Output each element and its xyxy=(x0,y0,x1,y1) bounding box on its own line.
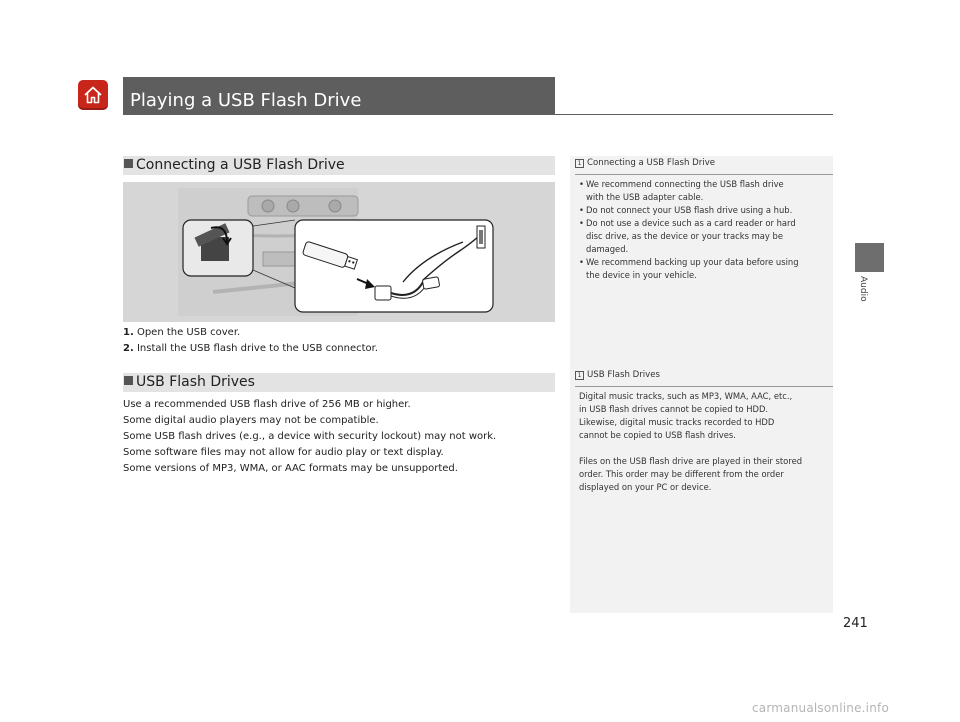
usb-illustration-art xyxy=(123,182,555,322)
note-paragraph: Digital music tracks, such as MP3, WMA, AAC, etc., in USB flash drives cannot be copied to HDD. Likewise, digital music tracks recorded to HDD cannot be copied to USB flash drives. xyxy=(579,391,793,440)
step-1: 1. Open the USB cover. xyxy=(123,327,241,338)
note-bullet: • We recommend backing up your data before using the device in your vehicle. xyxy=(579,257,799,280)
info-line: Some versions of MP3, WMA, or AAC formats may be unsupported. xyxy=(123,463,458,474)
info-line: Some USB flash drives (e.g., a device with security lockout) may not work. xyxy=(123,431,497,442)
note-bullet: • Do not use a device such as a card reader or hard disc drive, as the device or your tracks may be damaged. xyxy=(579,218,796,254)
chapter-tab-marker xyxy=(855,243,884,272)
usb-connection-illustration xyxy=(123,182,555,322)
reference-box-icon: 1 xyxy=(575,159,584,168)
note-flash-drives xyxy=(575,369,830,494)
note-bullet: • Do not connect your USB flash drive using a hub. xyxy=(579,205,793,215)
chapter-tab-label[interactable]: Audio xyxy=(858,276,868,302)
section-header-connecting xyxy=(123,156,555,175)
note-divider xyxy=(575,174,833,175)
note-bullet: • We recommend connecting the USB flash drive with the USB adapter cable. xyxy=(579,179,784,202)
section-title-flash-drives: USB Flash Drives xyxy=(136,374,255,390)
flash-drive-info xyxy=(123,397,496,477)
info-line: Use a recommended USB flash drive of 256 MB or higher. xyxy=(123,399,411,410)
note-paragraph: Files on the USB flash drive are played in their stored order. This order may be different from the order displayed on your PC or device. xyxy=(579,456,803,492)
step-2: 2. Install the USB flash drive to the USB connector. xyxy=(123,343,379,354)
section-header-flash-drives xyxy=(123,373,555,392)
title-rule xyxy=(123,114,833,115)
note-divider xyxy=(575,386,833,387)
home-icon xyxy=(82,84,104,106)
reference-box-icon: 1 xyxy=(575,371,584,380)
page-title: Playing a USB Flash Drive xyxy=(130,90,362,111)
section-title-connecting: Connecting a USB Flash Drive xyxy=(136,157,345,173)
section-square-icon xyxy=(124,159,133,168)
page-number: 241 xyxy=(843,616,868,631)
note-connecting xyxy=(575,157,830,282)
info-line: Some digital audio players may not be compatible. xyxy=(123,415,379,426)
note-heading-connecting[interactable]: 1 Connecting a USB Flash Drive xyxy=(575,157,830,170)
note-heading-flash-drives[interactable]: 1 USB Flash Drives xyxy=(575,369,830,382)
section-square-icon xyxy=(124,376,133,385)
info-line: Some software files may not allow for audio play or text display. xyxy=(123,447,444,458)
watermark: carmanualsonline.info xyxy=(752,701,889,715)
home-button[interactable] xyxy=(78,80,108,110)
install-steps xyxy=(123,325,378,357)
